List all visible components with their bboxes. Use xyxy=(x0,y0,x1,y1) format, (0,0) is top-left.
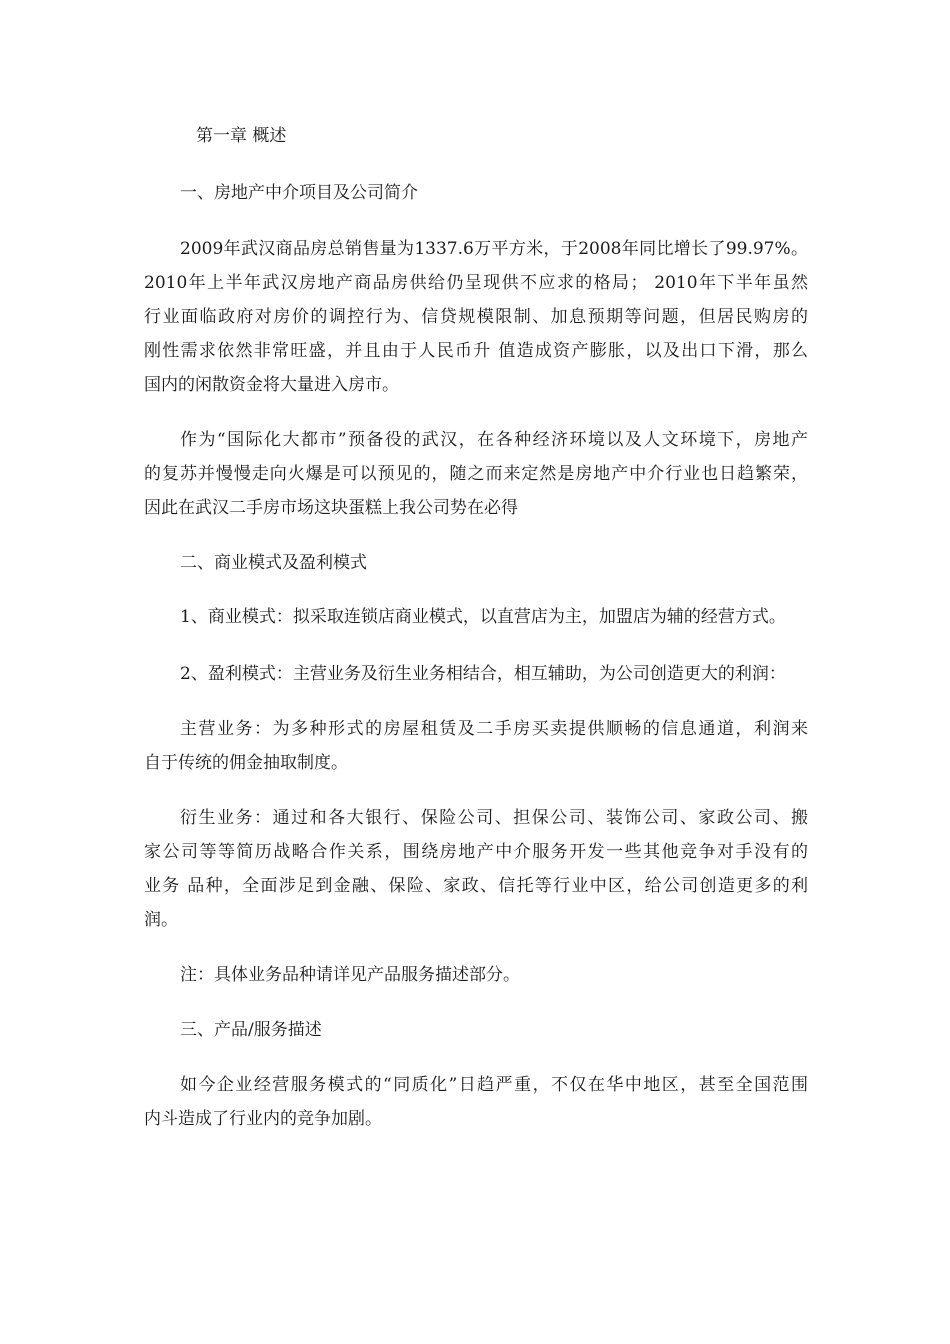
section-3-heading: 三、产品/服务描述 xyxy=(180,1020,322,1040)
section-1-paragraph-2-line: 因此在武汉二手房市场这块蛋糕上我公司势在必得 xyxy=(144,498,518,518)
chapter-title: 第一章 概述 xyxy=(196,126,287,146)
section-1-paragraph-2-line: 的复苏并慢慢走向火爆是可以预见的，随之而来定然是房地产中介行业也日趋繁荣， xyxy=(144,464,808,484)
section-1-paragraph-1-line: 2010年上半年武汉房地产商品房供给仍呈现供不应求的格局； 2010年下半年虽然 xyxy=(144,273,808,293)
section-1-paragraph-1-line: 行业面临政府对房价的调控行为、信贷规模限制、加息预期等问题，但居民购房的 xyxy=(144,307,808,327)
main-business-line: 主营业务：为多种形式的房屋租赁及二手房买卖提供顺畅的信息通道，利润来 xyxy=(180,719,808,739)
derived-business-line: 家公司等等简历战略合作关系，围绕房地产中介服务开发一些其他竞争对手没有的 xyxy=(144,842,808,862)
section-3-paragraph-line: 内斗造成了行业内的竞争加剧。 xyxy=(144,1109,382,1129)
section-1-paragraph-1-line: 2009年武汉商品房总销售量为1337.6万平方米，于2008年同比增长了99.97%。 xyxy=(180,239,808,259)
derived-business-line: 业务 品种，全面涉足到金融、保险、家政、信托等行业中区，给公司创造更多的利 xyxy=(144,876,808,896)
section-2-heading: 二、商业模式及盈利模式 xyxy=(180,553,367,573)
section-1-paragraph-1-line: 刚性需求依然非常旺盛，并且由于人民币升 值造成资产膨胀，以及出口下滑，那么 xyxy=(144,341,808,361)
main-business-line: 自于传统的佣金抽取制度。 xyxy=(144,753,348,773)
note-text: 注：具体业务品种请详见产品服务描述部分。 xyxy=(180,965,520,985)
section-2-item-2: 2、盈利模式：主营业务及衍生业务相结合，相互辅助，为公司创造更大的利润： xyxy=(180,664,786,684)
section-1-heading: 一、房地产中介项目及公司简介 xyxy=(180,183,418,203)
section-1-paragraph-2-line: 作为“国际化大都市”预备役的武汉，在各种经济环境以及人文环境下，房地产 xyxy=(180,430,808,450)
section-3-paragraph-line: 如今企业经营服务模式的“同质化”日趋严重，不仅在华中地区，甚至全国范围 xyxy=(180,1075,808,1095)
section-1-paragraph-1-line: 国内的闲散资金将大量进入房市。 xyxy=(144,375,399,395)
derived-business-line: 衍生业务：通过和各大银行、保险公司、担保公司、装饰公司、家政公司、搬 xyxy=(180,808,808,828)
derived-business-line: 润。 xyxy=(144,910,178,930)
section-2-item-1: 1、商业模式：拟采取连锁店商业模式，以直营店为主，加盟店为辅的经营方式。 xyxy=(180,607,786,627)
